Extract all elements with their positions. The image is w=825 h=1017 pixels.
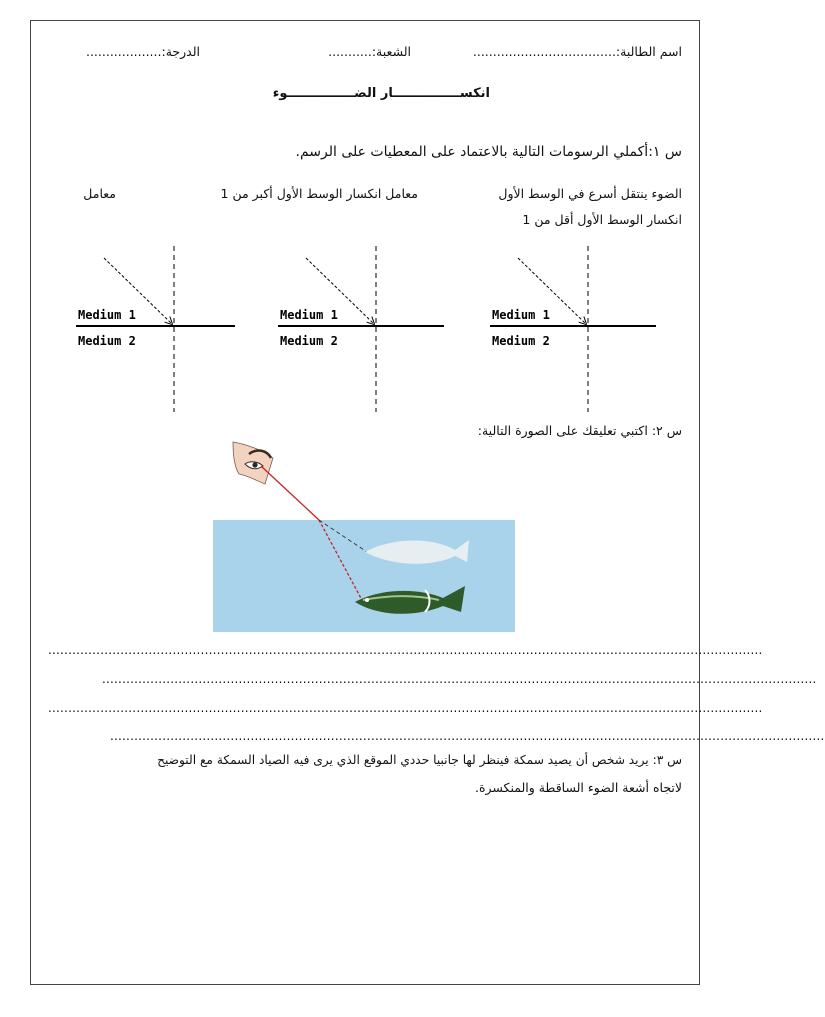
grade-field: الدرجة:................... — [85, 44, 200, 59]
section-field: الشعبة:........... — [328, 44, 411, 59]
student-name-field: اسم الطالبة:.................................... — [472, 44, 682, 59]
question-2-prompt: س ٢: اكتبي تعليقك على الصورة التالية: — [477, 423, 682, 438]
medium-1-label: Medium 1 — [78, 308, 136, 322]
answer-line-1[interactable]: .................................................................................................................................................................................. — [48, 643, 763, 657]
light-ray-air — [261, 466, 319, 520]
medium-2-label: Medium 2 — [492, 334, 550, 348]
medium-1-label: Medium 1 — [492, 308, 550, 322]
medium-1-label: Medium 1 — [280, 308, 338, 322]
medium-2-label: Medium 2 — [280, 334, 338, 348]
question-3-line-1: س ٣: يريد شخص أن يصيد سمكة فينظر لها جانبيا حددي الموقع الذي يرى فيه الصياد السمكة مع التوضيح — [157, 753, 682, 767]
fish-refraction-illustration — [205, 440, 517, 632]
observer-eye-icon — [233, 442, 273, 484]
refraction-diagram-2 — [272, 246, 447, 412]
medium-2-label: Medium 2 — [78, 334, 136, 348]
answer-line-4[interactable]: .................................................................................................................................................................................. — [110, 729, 825, 743]
page-title: انكســـــــــــــــار الضـــــــــــــــوء — [272, 86, 490, 101]
answer-line-2[interactable]: .................................................................................................................................................................................. — [102, 672, 817, 686]
refraction-diagram-3 — [484, 246, 659, 412]
question-1-condition-2: معامل انكسار الوسط الأول أكبر من 1 — [220, 186, 418, 201]
question-1-condition-3b: انكسار الوسط الأول أقل من 1 — [522, 212, 682, 227]
question-3-line-2: لاتجاه أشعة الضوء الساقطة والمنكسرة. — [474, 780, 682, 795]
answer-line-3[interactable]: .................................................................................................................................................................................. — [48, 701, 763, 715]
water-area — [213, 520, 515, 632]
question-1-condition-1: الضوء ينتقل أسرع في الوسط الأول — [498, 186, 682, 201]
question-1-condition-3a: معامل — [83, 186, 116, 201]
question-1-prompt: س ١:أكملي الرسومات التالية بالاعتماد على المعطيات على الرسم. — [295, 144, 682, 160]
refraction-diagram-1 — [70, 246, 240, 412]
